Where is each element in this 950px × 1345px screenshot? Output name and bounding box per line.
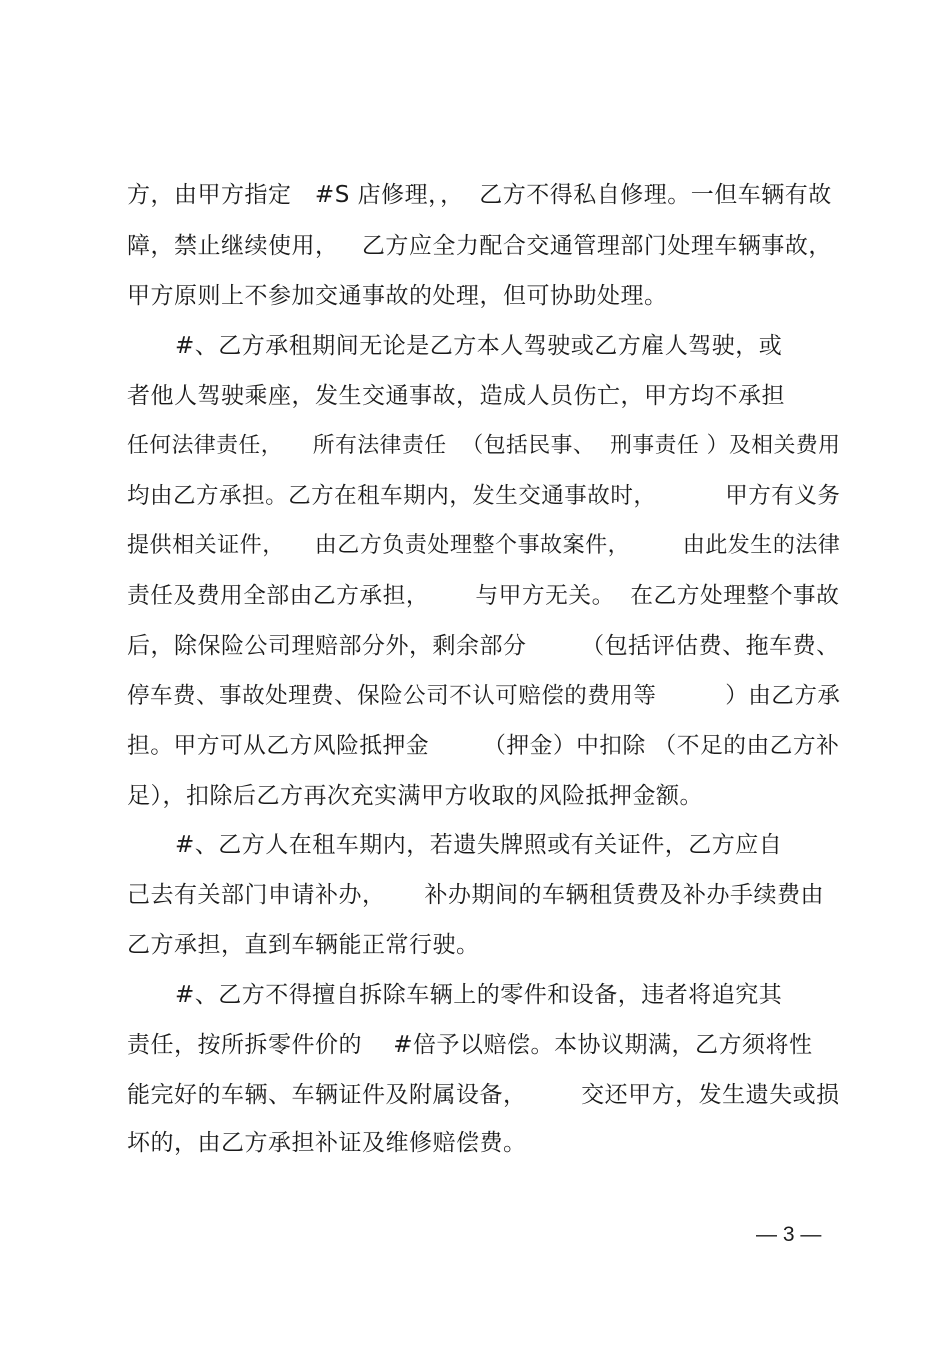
paragraph-start-line: #、乙方不得擅自拆除车辆上的零件和设备，违者将追究其 — [175, 982, 783, 1008]
text-line: 坏的，由乙方承担补证及维修赔偿费。 — [127, 1130, 527, 1156]
paragraph-start-line: #、乙方承租期间无论是乙方本人驾驶或乙方雇人驾驶，或 — [175, 333, 783, 359]
text-line: 甲方原则上不参加交通事故的处理，但可协助处理。 — [127, 283, 668, 309]
text-line: 停车费、事故处理费、保险公司不认可赔偿的费用等 ）由乙方承 — [127, 683, 841, 709]
text-line: 障，禁止继续使用， 乙方应全力配合交通管理部门处理车辆事故， — [127, 233, 832, 259]
text-line: 任何法律责任， 所有法律责任 （包括民事、 刑事责任 ）及相关费用 — [127, 433, 841, 458]
paragraph-start-line: #、乙方人在租车期内，若遗失牌照或有关证件，乙方应自 — [175, 832, 783, 858]
text-line: 均由乙方承担。乙方在租车期内，发生交通事故时， 甲方有义务 — [127, 483, 841, 509]
text-line: 担。甲方可从乙方风险抵押金 （押金）中扣除 （不足的由乙方补 — [127, 733, 840, 759]
text-line: 乙方承担，直到车辆能正常行驶。 — [127, 932, 480, 958]
text-line: 方，由甲方指定 #S 店修理，， 乙方不得私自修理。一但车辆有故 — [127, 182, 832, 208]
page-number: — 3 — — [756, 1223, 822, 1246]
text-line: 能完好的车辆、车辆证件及附属设备， 交还甲方，发生遗失或损 — [127, 1082, 840, 1108]
text-line: 责任及费用全部由乙方承担， 与甲方无关。 在乙方处理整个事故 — [127, 583, 840, 609]
text-line: 者他人驾驶乘座，发生交通事故，造成人员伤亡，甲方均不承担 — [127, 383, 785, 409]
text-line: 提供相关证件， 由乙方负责处理整个事故案件， 由此发生的法律 — [127, 533, 841, 558]
text-line: 责任，按所拆零件价的 #倍予以赔偿。本协议期满，乙方须将性 — [127, 1032, 813, 1058]
text-line: 足），扣除后乙方再次充实满甲方收取的风险抵押金额。 — [127, 783, 703, 809]
text-line: 己去有关部门申请补办， 补办期间的车辆租赁费及补办手续费由 — [127, 882, 825, 908]
text-line: 后，除保险公司理赔部分外，剩余部分 （包括评估费、拖车费、 — [127, 633, 840, 659]
